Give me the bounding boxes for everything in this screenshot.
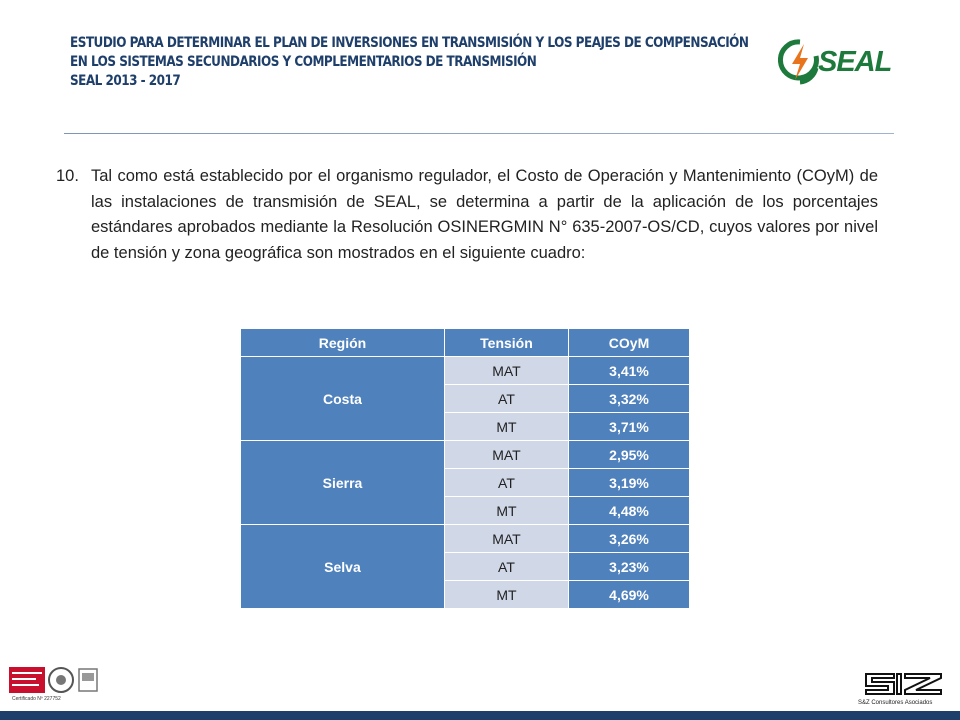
tension-cell: AT [444,553,568,581]
seal-logo-text: SEAL [818,46,892,78]
paragraph-text: Tal como está establecido por el organismo regulador, el Costo de Operación y Mantenimiento (COyM) de las instalaciones de transmisión de SEAL, se determina a partir de la aplicación de los porcentajes estándares aprobados mediante la Resolución OSINERGMIN N° 635-2007-OS/CD, cuyos valores por nivel de tensión y zona geográfica son mostrados en el siguiente cuadro: [91,167,878,262]
coym-table [240,328,690,609]
tension-cell: MT [444,581,568,609]
header-tension: Tensión [444,329,568,357]
region-cell: Sierra [241,441,445,525]
header-region: Región [241,329,445,357]
paragraph-number: 10. [56,167,79,185]
paragraph-10 [56,164,878,266]
coym-cell: 4,48% [569,497,690,525]
tension-cell: MT [444,497,568,525]
coym-cell: 4,69% [569,581,690,609]
certification-badge-icon [9,663,101,697]
coym-cell: 3,23% [569,553,690,581]
table-row [241,357,690,385]
title-line-3: SEAL 2013 - 2017 [70,73,181,89]
table-header-row [241,329,690,357]
table-row [241,441,690,469]
seal-logo [778,34,898,90]
tension-cell: AT [444,385,568,413]
footer-bar [0,711,960,720]
header-divider [64,133,894,134]
tension-cell: MAT [444,357,568,385]
tension-cell: MAT [444,441,568,469]
region-cell: Costa [241,357,445,441]
table-row [241,525,690,553]
coym-cell: 2,95% [569,441,690,469]
coym-cell: 3,32% [569,385,690,413]
sz-logo [864,670,944,698]
title-line-2: EN LOS SISTEMAS SECUNDARIOS Y COMPLEMENTARIOS DE TRANSMISIÓN [70,54,537,70]
title-line-1: ESTUDIO PARA DETERMINAR EL PLAN DE INVERSIONES EN TRANSMISIÓN Y LOS PEAJES DE COMPENSACIÓN [70,35,749,51]
sz-caption: S&Z Consultores Asociados [858,700,933,706]
header-coym: COyM [569,329,690,357]
region-cell: Selva [241,525,445,609]
tension-cell: MT [444,413,568,441]
coym-cell: 3,41% [569,357,690,385]
coym-cell: 3,71% [569,413,690,441]
coym-cell: 3,19% [569,469,690,497]
tension-cell: MAT [444,525,568,553]
coym-cell: 3,26% [569,525,690,553]
tension-cell: AT [444,469,568,497]
sz-logo-icon [864,670,944,698]
seal-lightning-icon [778,34,822,90]
certification-caption: Certificado Nº 227752 [12,696,61,702]
document-title [70,34,749,91]
